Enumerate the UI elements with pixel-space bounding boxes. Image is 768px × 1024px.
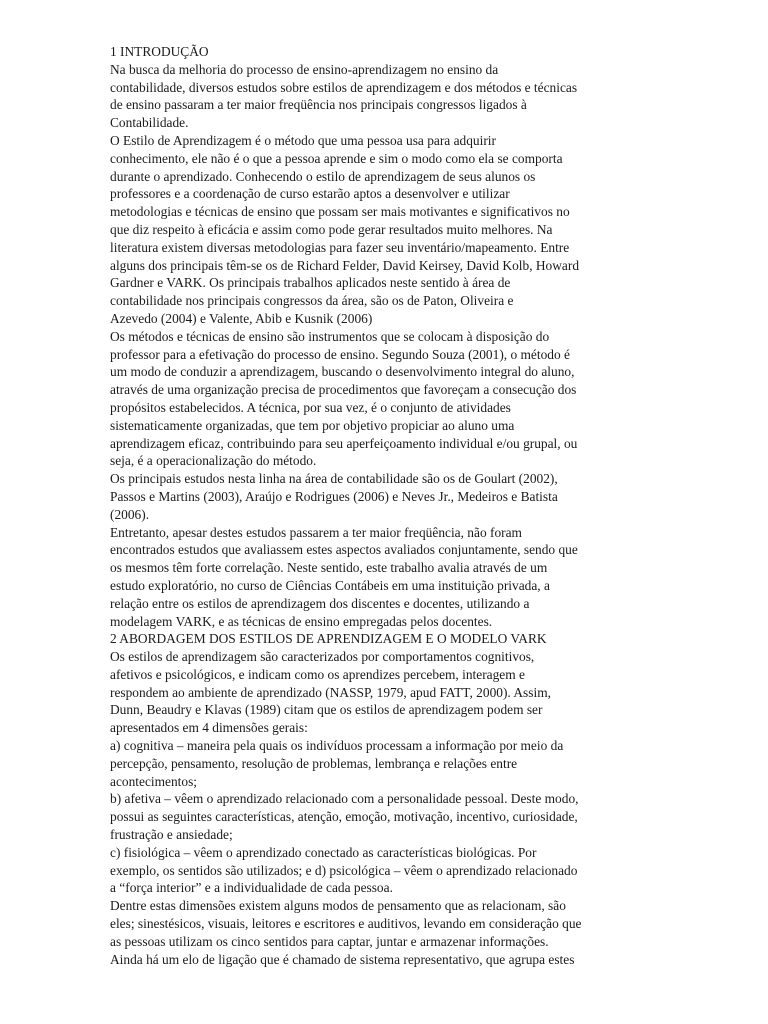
- text-line: Os estilos de aprendizagem são caracterizados por comportamentos cognitivos,: [110, 649, 535, 665]
- text-line: Gardner e VARK. Os principais trabalhos aplicados neste sentido à área de: [110, 275, 511, 291]
- text-line: exemplo, os sentidos são utilizados; e d) psicológica – vêem o aprendizado relacionado: [110, 862, 578, 878]
- text-line: a “força interior” e a individualidade de cada pessoa.: [110, 880, 393, 896]
- text-line: c) fisiológica – vêem o aprendizado conectado as características biológicas. Por: [110, 844, 537, 860]
- text-line: Ainda há um elo de ligação que é chamado de sistema representativo, que agrupa estes: [110, 951, 575, 967]
- text-line: Os métodos e técnicas de ensino são instrumentos que se colocam à disposição do: [110, 328, 550, 344]
- document-body: [110, 43, 658, 968]
- text-line: alguns dos principais têm-se os de Richard Felder, David Keirsey, David Kolb, Howard: [110, 257, 580, 273]
- text-line: a) cognitiva – maneira pela quais os indivíduos processam a informação por meio da: [110, 738, 564, 754]
- text-line: possui as seguintes características, atenção, emoção, motivação, incentivo, curiosidade,: [110, 809, 578, 825]
- text-line: 1 INTRODUÇÃO: [110, 44, 209, 59]
- text-line: respondem ao ambiente de aprendizado (NASSP, 1979, apud FATT, 2000). Assim,: [110, 684, 551, 700]
- text-line: estudo exploratório, no curso de Ciências Contábeis em uma instituição privada, a: [110, 577, 550, 593]
- text-line: contabilidade nos principais congressos da área, são os de Paton, Oliveira e: [110, 293, 514, 309]
- text-line: b) afetiva – vêem o aprendizado relacionado com a personalidade pessoal. Deste modo,: [110, 791, 579, 807]
- text-line: eles; sinestésicos, visuais, leitores e escritores e auditivos, levando em consideração que: [110, 916, 582, 932]
- text-line: contabilidade, diversos estudos sobre estilos de aprendizagem e dos métodos e técnicas: [110, 79, 578, 95]
- text-line: metodologias e técnicas de ensino que possam ser mais motivantes e significativos no: [110, 204, 570, 220]
- text-line: as pessoas utilizam os cinco sentidos para captar, juntar e armazenar informações.: [110, 933, 549, 949]
- text-line: professor para a efetivação do processo de ensino. Segundo Souza (2001), o método é: [110, 346, 570, 362]
- text-line: apresentados em 4 dimensões gerais:: [110, 720, 308, 736]
- text-line: literatura existem diversas metodologias para fazer seu inventário/mapeamento. Entre: [110, 239, 570, 255]
- text-line: Azevedo (2004) e Valente, Abib e Kusnik (2006): [110, 310, 373, 326]
- text-line: aprendizagem eficaz, contribuindo para seu aperfeiçoamento individual e/ou grupal, ou: [110, 435, 578, 451]
- text-line: frustração e ansiedade;: [110, 827, 233, 843]
- text-line: Passos e Martins (2003), Araújo e Rodrigues (2006) e Neves Jr., Medeiros e Batista: [110, 488, 558, 504]
- text-line: relação entre os estilos de aprendizagem dos discentes e docentes, utilizando a: [110, 595, 530, 611]
- text-line: de ensino passaram a ter maior freqüência nos principais congressos ligados à: [110, 97, 527, 113]
- text-line: professores e a coordenação de curso estarão aptos a desenvolver e utilizar: [110, 186, 510, 202]
- text-line: (2006).: [110, 506, 150, 522]
- text-line: Entretanto, apesar destes estudos passarem a ter maior freqüência, não foram: [110, 524, 522, 540]
- text-line: percepção, pensamento, resolução de problemas, lembrança e relações entre: [110, 755, 518, 771]
- text-line: 2 ABORDAGEM DOS ESTILOS DE APRENDIZAGEM E O MODELO VARK: [110, 631, 547, 647]
- text-line: O Estilo de Aprendizagem é o método que uma pessoa usa para adquirir: [110, 132, 496, 148]
- text-line: através de uma organização precisa de procedimentos que favoreçam a consecução dos: [110, 382, 577, 398]
- text-line: durante o aprendizado. Conhecendo o estilo de aprendizagem de seus alunos os: [110, 168, 536, 184]
- text-line: Na busca da melhoria do processo de ensino-aprendizagem no ensino da: [110, 61, 499, 77]
- text-line: Os principais estudos nesta linha na área de contabilidade são os de Goulart (2002),: [110, 471, 558, 487]
- text-line: Dentre estas dimensões existem alguns modos de pensamento que as relacionam, são: [110, 898, 566, 914]
- text-line: encontrados estudos que avaliassem estes aspectos avaliados conjuntamente, sendo que: [110, 542, 578, 558]
- text-line: afetivos e psicológicos, e indicam como os aprendizes percebem, interagem e: [110, 666, 525, 682]
- text-line: Contabilidade.: [110, 115, 189, 131]
- text-line: conhecimento, ele não é o que a pessoa aprende e sim o modo como ela se comporta: [110, 150, 563, 166]
- text-line: que diz respeito à eficácia e assim como pode gerar resultados muito melhores. Na: [110, 221, 553, 237]
- text-line: sistematicamente organizadas, que tem por objetivo propiciar ao aluno uma: [110, 417, 515, 433]
- text-line: modelagem VARK, e as técnicas de ensino empregadas pelos docentes.: [110, 613, 493, 629]
- text-line: os mesmos têm forte correlação. Neste sentido, este trabalho avalia através de um: [110, 560, 548, 576]
- text-line: Dunn, Beaudry e Klavas (1989) citam que os estilos de aprendizagem podem ser: [110, 702, 543, 718]
- text-line: seja, é a operacionalização do método.: [110, 453, 317, 469]
- text-line: acontecimentos;: [110, 773, 198, 789]
- text-line: um modo de conduzir a aprendizagem, buscando o desenvolvimento integral do aluno,: [110, 364, 575, 380]
- text-line: propósitos estabelecidos. A técnica, por sua vez, é o conjunto de atividades: [110, 399, 511, 415]
